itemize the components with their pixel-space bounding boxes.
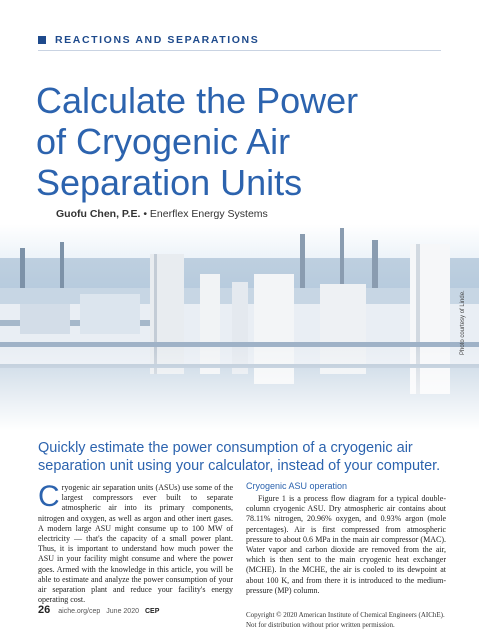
page-footer — [38, 604, 159, 616]
title-line: Calculate the Power — [36, 80, 359, 121]
byline — [56, 208, 268, 220]
intro-column — [38, 480, 233, 605]
article-title — [36, 80, 436, 203]
copyright-line: Copyright © 2020 American Institute of Chemical Engineers (AIChE). — [246, 611, 445, 619]
byline-separator: • — [140, 208, 150, 220]
body-text: Figure 1 is a process flow diagram for a typical double-column cryogenic ASU. Dry atmospheric air contains about 78.11% nitrogen, 20.96% oxygen, and 0.93% argon (mole percentages). Air is first compressed from atmospheric pressure to about 0.6 MPa in the main air compressor (MAC). Water vapor and carbon dioxide are removed from the air, which is then sent to the main cryogenic heat exchanger (MCHE). In the MCHE, the air is cooled to its dewpoint at about 100 K, and from there it is introduced to the medium-pressure (MP) column. — [246, 494, 446, 595]
page-number: 26 — [38, 604, 51, 616]
header-rule — [38, 50, 441, 51]
copyright-notice — [246, 610, 466, 630]
section-square-icon — [38, 36, 46, 44]
article-deck: Quickly estimate the power consumption of a cryogenic air separation unit using your calculator, instead of your computer. — [38, 440, 441, 474]
photo-credit: Photo courtesy of Linde. — [460, 290, 466, 355]
author-affiliation: Enerflex Energy Systems — [149, 208, 268, 220]
issue-date: June 2020 — [106, 608, 139, 615]
footer-site-link[interactable]: aiche.org/cep — [58, 608, 101, 615]
plant-photo — [0, 224, 479, 430]
magazine-logo: CEP — [144, 608, 160, 615]
author-name: Guofu Chen, P.E. — [56, 208, 141, 220]
title-line: Separation Units — [36, 162, 303, 203]
intro-text: ryogenic air separation units (ASUs) use some of the largest compressors ever built to separate atmospheric air into its primary components, nitrogen and oxygen, as well as argon and other inert gases. A modern large ASU might consume up to 100 MW of electricity — that's the capacity of a small power plant. Thus, it is important to understand how much power the ASU in your facility might consume and where the power goes. Armed with the knowledge in this article, you will be able to estimate and analyze the power consumption of your air separation plant and reduce your facility's energy operating cost. — [38, 483, 233, 605]
section-subhead: Cryogenic ASU operation — [246, 481, 348, 491]
drop-cap: C — [38, 480, 60, 513]
copyright-line: Not for distribution without prior written permission. — [246, 621, 395, 629]
title-line: of Cryogenic Air — [36, 121, 291, 162]
body-column — [246, 481, 446, 596]
section-label: REACTIONS AND SEPARATIONS — [55, 34, 260, 46]
section-tag — [38, 34, 259, 46]
